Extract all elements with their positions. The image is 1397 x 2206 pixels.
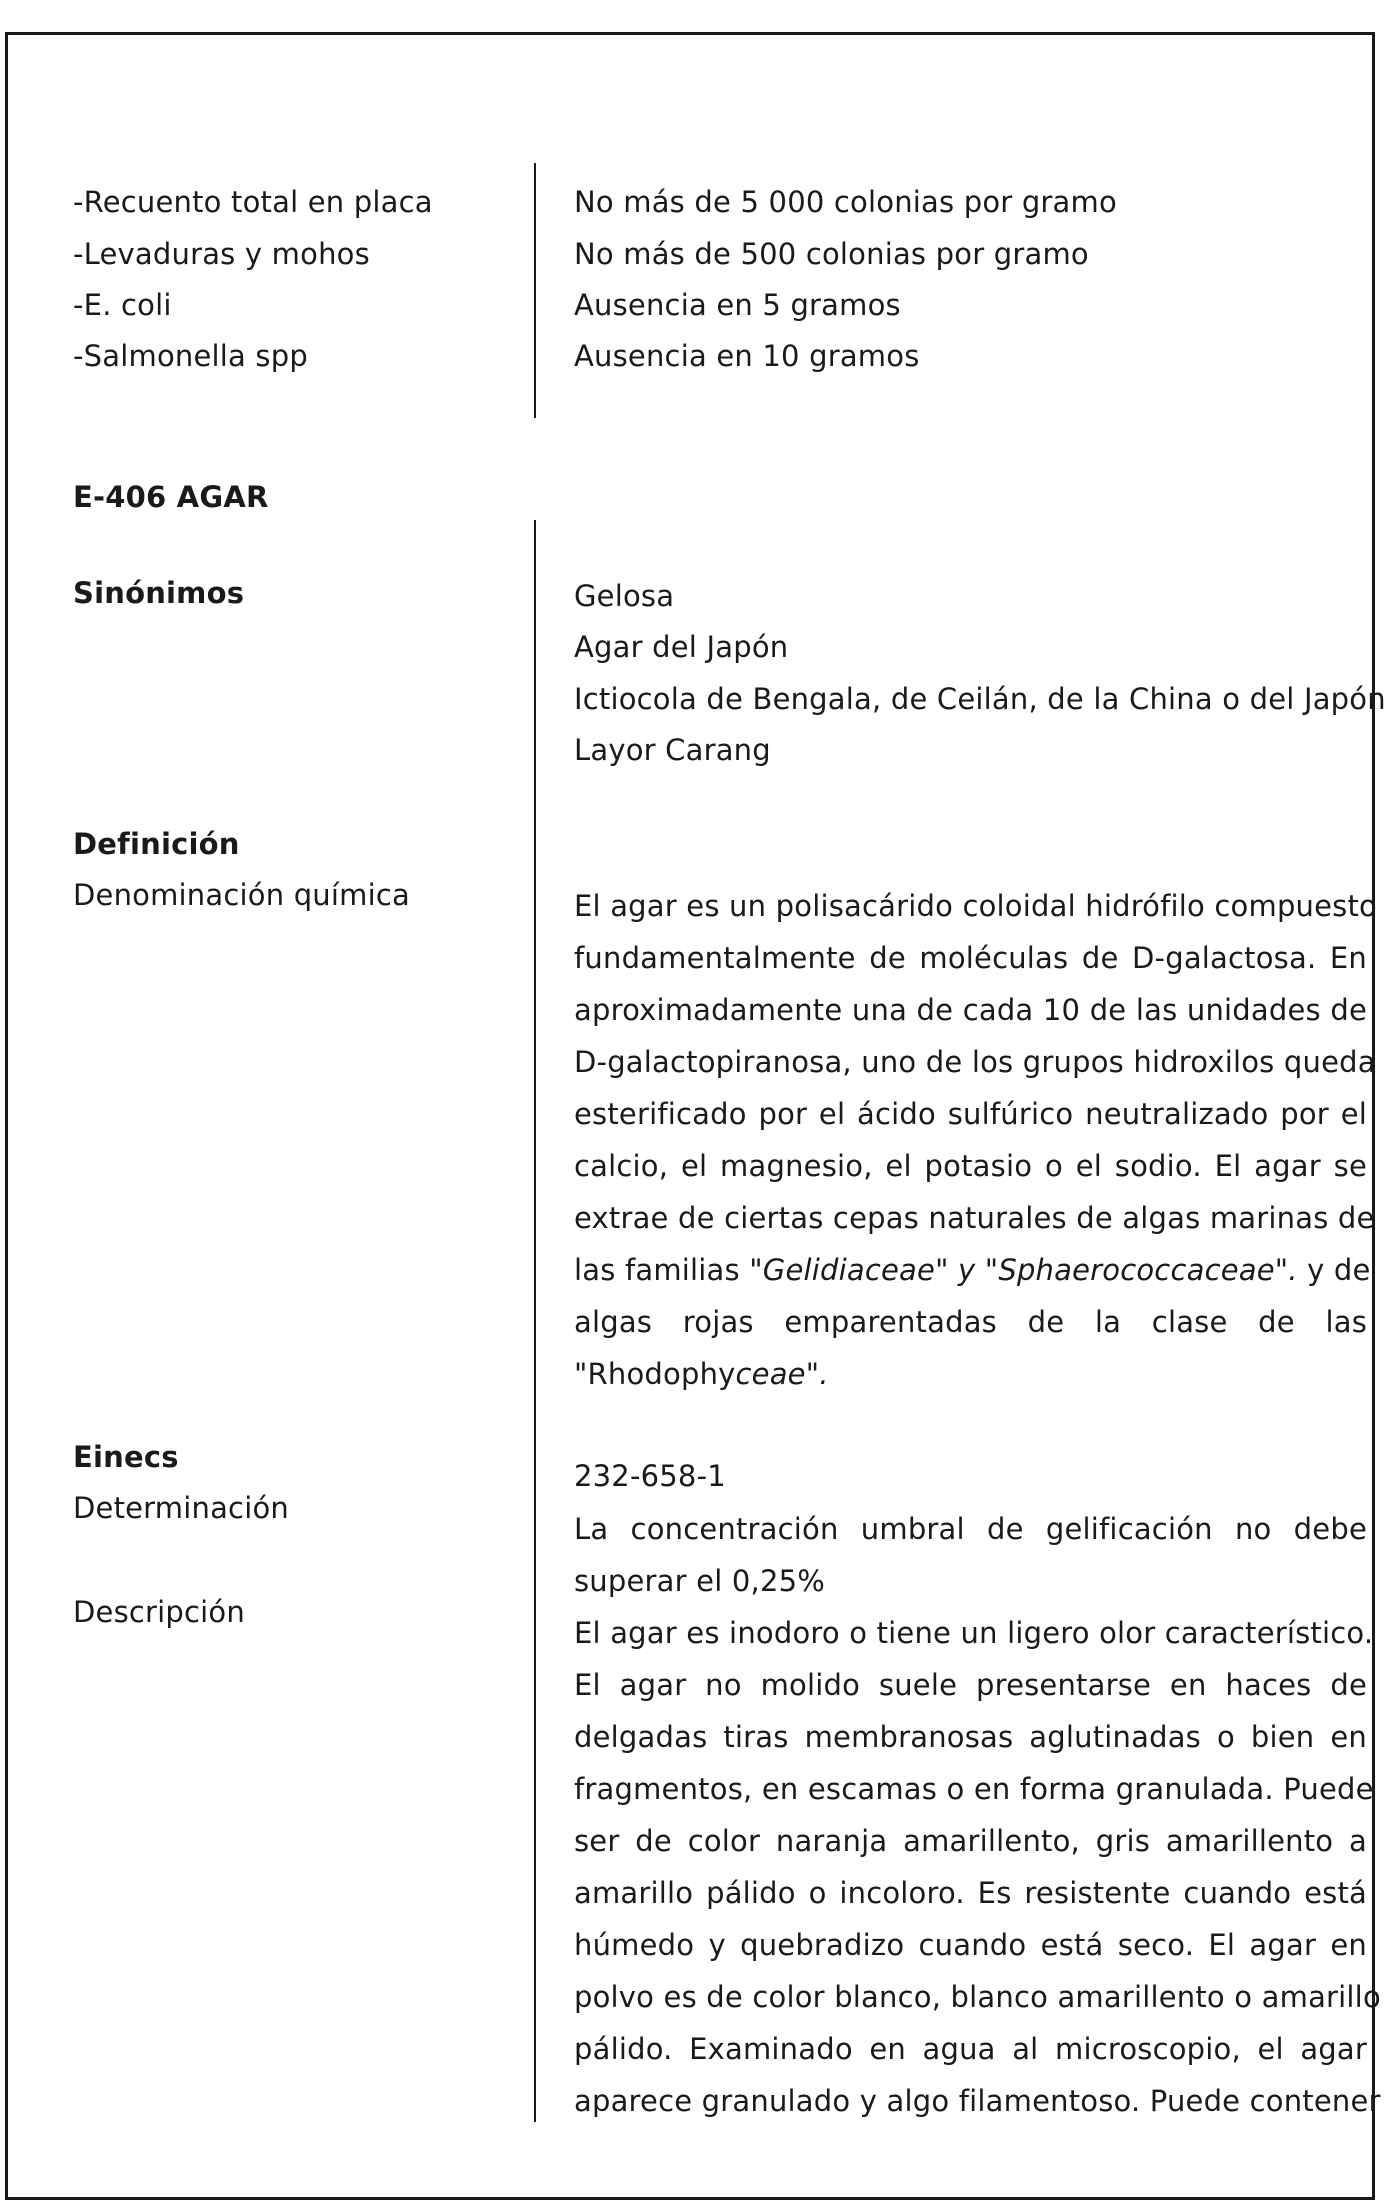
sinonimo-item: Ictiocola de Bengala, de Ceilán, de la China o del Japón	[574, 682, 1386, 716]
definicion-line: aproximadamente una de cada 10 de las unidades de	[574, 993, 1367, 1027]
descripcion-line: aparece granulado y algo filamentoso. Puede contener	[574, 2084, 1381, 2118]
definicion-line: extrae de ciertas cepas naturales de algas marinas de	[574, 1201, 1375, 1235]
descripcion-line: El agar no molido suele presentarse en haces de	[574, 1668, 1367, 1702]
descripcion-line: polvo es de color blanco, blanco amarillento o amarillo	[574, 1980, 1381, 2014]
micro-value-levaduras: No más de 500 colonias por gramo	[574, 237, 1089, 271]
definicion-text	[574, 880, 1377, 1400]
descripcion-label: Descripción	[73, 1595, 245, 1629]
einecs-label: Einecs	[73, 1440, 179, 1474]
determinacion-line: superar el 0,25%	[574, 1564, 826, 1598]
definicion-line-part: "Rhodophy	[574, 1357, 736, 1391]
definicion-line: algas rojas emparentadas de la clase de las	[574, 1305, 1367, 1339]
micro-value-salmonella: Ausencia en 10 gramos	[574, 339, 920, 373]
descripcion-text	[574, 1607, 1381, 2127]
micro-value-recuento: No más de 5 000 colonias por gramo	[574, 185, 1117, 219]
einecs-value: 232-658-1	[574, 1459, 726, 1493]
sinonimos-label: Sinónimos	[73, 576, 245, 610]
definicion-line	[574, 1244, 1371, 1296]
definicion-line-part: y de	[1297, 1253, 1371, 1287]
descripcion-line: ser de color naranja amarillento, gris amarillento a	[574, 1824, 1367, 1858]
definicion-line: El agar es un polisacárido coloidal hidrófilo compuesto	[574, 889, 1377, 923]
determinacion-text	[574, 1503, 1367, 1607]
definicion-line: calcio, el magnesio, el potasio o el sodio. El agar se	[574, 1149, 1367, 1183]
column-divider-top	[534, 163, 536, 418]
definicion-line: fundamentalmente de moléculas de D-galactosa. En	[574, 941, 1367, 975]
definicion-line-part: las familias	[574, 1253, 750, 1287]
descripcion-line: delgadas tiras membranosas aglutinadas o bien en	[574, 1720, 1367, 1754]
sinonimo-item: Agar del Japón	[574, 630, 789, 664]
denominacion-quimica-label: Denominación química	[73, 878, 410, 912]
definicion-line: esterificado por el ácido sulfúrico neutralizado por el	[574, 1097, 1367, 1131]
micro-value-ecoli: Ausencia en 5 gramos	[574, 288, 901, 322]
definicion-italic-class: ceae".	[735, 1357, 829, 1391]
column-divider-main	[534, 520, 536, 2122]
section-title: E-406 AGAR	[73, 480, 269, 514]
definicion-line: D-galactopiranosa, uno de los grupos hidroxilos queda	[574, 1045, 1376, 1079]
sinonimo-item: Layor Carang	[574, 733, 771, 767]
descripcion-line: amarillo pálido o incoloro. Es resistente cuando está	[574, 1876, 1367, 1910]
sinonimo-item: Gelosa	[574, 579, 675, 613]
determinacion-line: La concentración umbral de gelificación no debe	[574, 1512, 1367, 1546]
micro-label-ecoli: -E. coli	[73, 288, 172, 322]
descripcion-line: fragmentos, en escamas o en forma granulada. Puede	[574, 1772, 1374, 1806]
descripcion-line: pálido. Examinado en agua al microscopio, el agar	[574, 2032, 1367, 2066]
descripcion-line: húmedo y quebradizo cuando está seco. El agar en	[574, 1928, 1367, 1962]
determinacion-label: Determinación	[73, 1491, 289, 1525]
definicion-label: Definición	[73, 827, 240, 861]
definicion-italic-families: "Gelidiaceae" y "Sphaerococcaceae".	[749, 1253, 1298, 1287]
micro-label-recuento: -Recuento total en placa	[73, 185, 433, 219]
descripcion-line: El agar es inodoro o tiene un ligero olor característico.	[574, 1616, 1374, 1650]
micro-label-levaduras: -Levaduras y mohos	[73, 237, 370, 271]
micro-label-salmonella: -Salmonella spp	[73, 339, 308, 373]
definicion-line	[574, 1348, 1367, 1400]
